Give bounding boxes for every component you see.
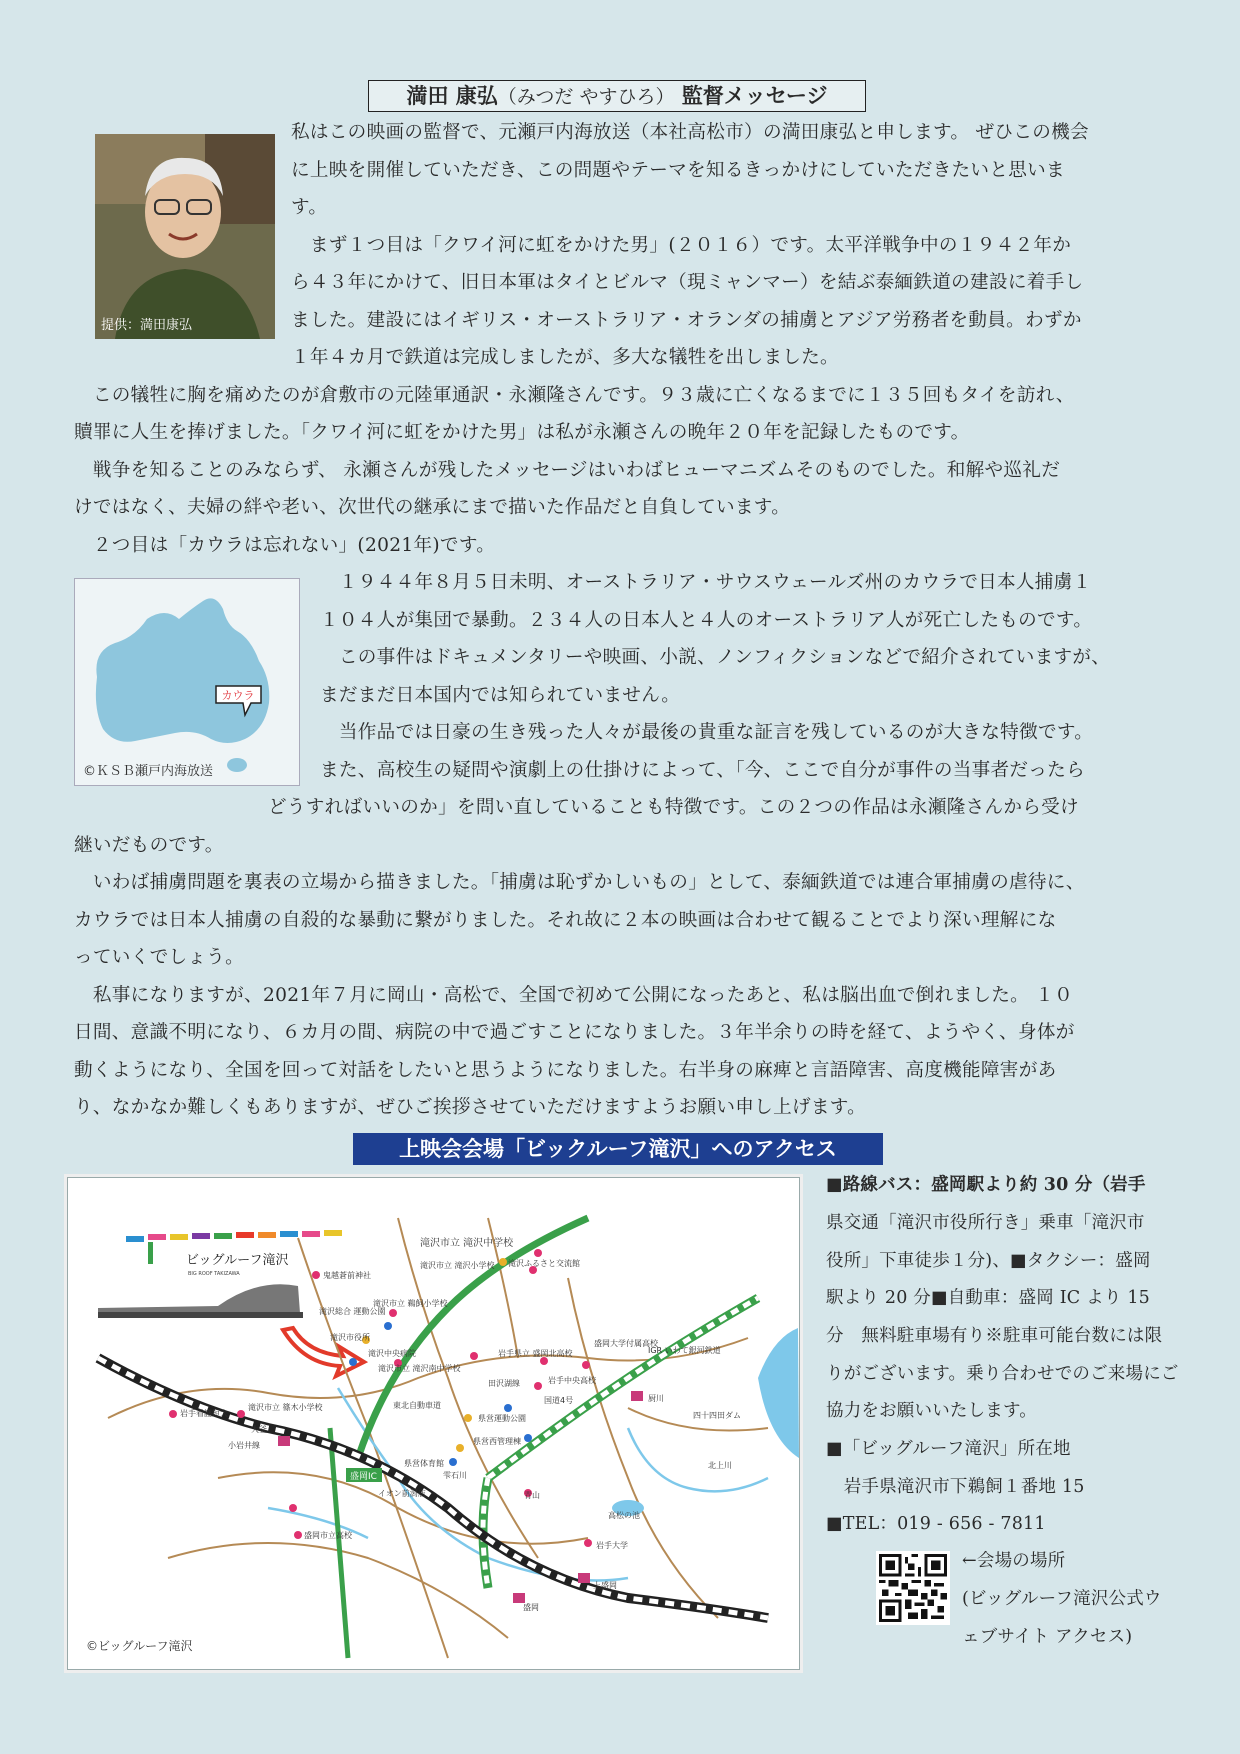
map-label-14: 岩手看護短大 <box>180 1409 228 1418</box>
map-label-6: 滝沢総合 運動公園 <box>319 1307 386 1316</box>
msg-line-8: この犠牲に胸を痛めたのが倉敷市の元陸軍通訳・永瀬隆さんです。９３歳に亡くなるまでに１３５回もタイを訪れ、 <box>74 385 1075 406</box>
map-label-33: IGR いわて銀河鉄道 <box>648 1346 721 1355</box>
map-label-3: 鬼越蒼前神社 <box>323 1271 371 1280</box>
access-line-4: 駅より 20 分■自動車：盛岡 IC より 15 <box>826 1288 1150 1308</box>
australia-map-image <box>75 579 299 785</box>
msg-line-26: 動くようになり、全国を回って対話をしたいと思うようになりました。右半身の麻痺と言語障害、高度機能障害があ <box>74 1060 1057 1081</box>
map-label-10: 岩手県立 盛岡北高校 <box>498 1349 573 1358</box>
msg-line-11: けではなく、夫婦の絆や老い、次世代の継承にまで描いた作品だと自負しています。 <box>74 497 791 518</box>
map-caption: ©ＫＳＢ瀬戸内海放送 <box>83 764 214 779</box>
msg-line-14: １０４人が集団で暴動。２３４人の日本人と４人のオーストラリア人が死亡したものです。 <box>320 610 1093 631</box>
venue-logo-title: ビッグルーフ滝沢 <box>186 1253 289 1268</box>
map-label-12: 岩手中央高校 <box>548 1376 596 1385</box>
msg-line-20: 継いだものです。 <box>74 835 224 856</box>
msg-line-1: 私はこの映画の監督で、元瀬戸内海放送（本社高松市）の満田康弘と申します。 ぜひこの機会 <box>291 122 1089 143</box>
page-title <box>368 80 866 112</box>
msg-line-27: り、なかなか難しくもありますが、ぜひご挨拶させていただけますようお願い申し上げます。 <box>74 1097 867 1118</box>
map-label-2: 滝沢市立 滝沢小学校 <box>420 1261 495 1270</box>
title-suffix: 監督メッセージ <box>681 83 828 108</box>
venue-logo-sub: BIG ROOF TAKIZAWA <box>188 1271 240 1277</box>
cowra-label: カウラ <box>221 689 255 702</box>
map-label-28: 盛岡 <box>523 1603 539 1612</box>
map-label-23: 盛岡市立高校 <box>304 1531 352 1540</box>
map-label-15: 県営運動公園 <box>478 1414 526 1423</box>
access-line-2: 県交通「滝沢市役所行き」乗車「滝沢市 <box>826 1213 1145 1233</box>
director-photo <box>95 134 275 339</box>
msg-line-4: まず１つ目は「クワイ河に虹をかけた男」(２０１６）です。太平洋戦争中の１９４２年か <box>291 235 1072 256</box>
qr-caption-2: (ビッグルーフ滝沢公式ウ <box>962 1589 1162 1609</box>
access-line-7: 協力をお願いいたします。 <box>826 1401 1037 1421</box>
msg-line-16: まだまだ日本国内では知られていません。 <box>320 685 681 706</box>
qr-code[interactable] <box>876 1551 950 1625</box>
map-label-31: 雫石川 <box>443 1471 467 1480</box>
map-label-1: 滝沢市立 滝沢中学校 <box>420 1238 514 1249</box>
map-label-9: 滝沢市立 滝沢南中学校 <box>378 1364 461 1373</box>
qr-caption-1: ←会場の場所 <box>962 1551 1066 1571</box>
msg-line-24: 私事になりますが、2021年７月に岡山・高松で、全国で初めて公開になったあと、私は脳出血で倒れました。 １０ <box>74 985 1074 1006</box>
msg-line-19: どうすればいいのか」を問い直していることも特徴です。この２つの作品は永瀬隆さんから受け <box>268 797 1079 818</box>
msg-line-15: この事件はドキュメンタリーや映画、小説、ノンフィクションなどで紹介されていますが、 <box>320 647 1111 668</box>
msg-line-9: 贖罪に人生を捧げました。「クワイ河に虹をかけた男」は私が永瀬さんの晩年２０年を記録したものです。 <box>74 422 970 443</box>
map-label-26: 岩手大学 <box>596 1541 628 1550</box>
msg-line-25: 日間、意識不明になり、６カ月の間、病院の中で過ごすことになりました。３年半余りの時を経て、ようやく、身体が <box>74 1022 1075 1043</box>
map-label-19: 四十四田ダム <box>693 1411 741 1420</box>
access-address-heading: ■「ビッグルーフ滝沢」所在地 <box>826 1439 1071 1459</box>
msg-line-3: す。 <box>291 197 328 218</box>
venue-map-image <box>68 1178 799 1669</box>
map-label-22: イオン前潟店 <box>378 1489 426 1498</box>
access-address: 岩手県滝沢市下鵜飼１番地 15 <box>826 1477 1085 1497</box>
title-name: 満田 康弘 <box>406 83 498 108</box>
map-label-32: 北上川 <box>708 1461 732 1470</box>
msg-line-21: いわば捕虜問題を裏表の立場から描きました。「捕虜は恥ずかしいもの」として、泰緬鉄道では連合軍捕虜の虐待に、 <box>74 872 1085 893</box>
access-phone: ■TEL：019 - 656 - 7811 <box>826 1514 1046 1534</box>
map-label-20: 大釜 <box>251 1425 267 1434</box>
map-label-5: 滝沢市立 鵜飼小学校 <box>373 1299 448 1308</box>
msg-line-5: ら４３年にかけて、旧日本軍はタイとビルマ（現ミャンマー）を結ぶ泰緬鉄道の建設に着手し <box>291 272 1084 293</box>
access-line-3: 役所」下車徒歩１分)、■タクシー：盛岡 <box>826 1251 1151 1271</box>
venue-map-copyright: ©ビッグルーフ滝沢 <box>86 1639 193 1653</box>
cowra-map <box>74 578 300 786</box>
director-portrait <box>95 134 275 339</box>
map-label-16: 県営西管理棟 <box>473 1437 521 1446</box>
msg-line-6: ました。建設にはイギリス・オーストラリア・オランダの捕虜とアジア労務者を動員。わずか <box>291 310 1082 331</box>
map-label-7: 滝沢市役所 <box>330 1333 370 1342</box>
access-title: 上映会会場「ビックルーフ滝沢」へのアクセス <box>353 1133 883 1165</box>
access-line-5: 分 無料駐車場有り※駐車可能台数には限 <box>826 1326 1163 1346</box>
map-label-29: 小岩井線 <box>228 1441 260 1450</box>
msg-line-17: 当作品では日豪の生き残った人々が最後の貴重な証言を残しているのが大きな特徴です。 <box>320 722 1094 743</box>
msg-line-10: 戦争を知ることのみならず、 永瀬さんが残したメッセージはいわばヒューマニズムそのものでした。和解や巡礼だ <box>74 460 1061 481</box>
map-label-8: 滝沢中央病院 <box>368 1349 416 1358</box>
map-label-25: 高松の池 <box>608 1511 640 1520</box>
msg-line-13: １９４４年８月５日未明、オーストラリア・サウスウェールズ州のカウラで日本人捕虜１ <box>320 572 1092 593</box>
msg-line-2: に上映を開催していただき、この問題やテーマを知るきっかけにしていただきたいと思いま <box>291 160 1065 181</box>
map-label-11: 盛岡大学付属高校 <box>594 1339 658 1348</box>
title-kana: （みつだ やすひろ） <box>497 86 675 108</box>
map-label-13: 滝沢市立 篠木小学校 <box>248 1403 323 1412</box>
msg-line-22: カウラでは日本人捕虜の自殺的な暴動に繋がりました。それ故に２本の映画は合わせて観ることでより深い理解にな <box>74 910 1057 931</box>
msg-line-7: １年４カ月で鉄道は完成しましたが、多大な犠牲を出しました。 <box>291 347 839 368</box>
msg-line-18: また、高校生の疑問や演劇上の仕掛けによって、「今、ここで自分が事件の当事者だったら <box>320 760 1085 781</box>
map-label-18: 厨川 <box>648 1394 664 1403</box>
map-label-4: 滝沢ふるさと交流館 <box>508 1259 580 1268</box>
map-label-27: 上盛岡 <box>593 1581 617 1590</box>
qr-code-image <box>879 1554 947 1622</box>
venue-map <box>67 1177 800 1670</box>
ic-label: 盛岡IC <box>350 1472 377 1482</box>
map-label-17: 県営体育館 <box>404 1459 444 1468</box>
qr-caption-3: ェブサイト アクセス) <box>962 1627 1133 1647</box>
photo-caption: 提供：満田康弘 <box>101 318 193 333</box>
access-line-6: りがございます。乗り合わせでのご来場にご <box>826 1364 1179 1384</box>
map-label-34: 東北自動車道 <box>393 1401 441 1410</box>
msg-line-23: っていくでしょう。 <box>74 947 245 968</box>
map-label-35: 国道4号 <box>544 1396 574 1405</box>
map-label-30: 田沢湖線 <box>488 1379 520 1388</box>
access-bus: ■路線バス：盛岡駅より約 30 分（岩手 <box>826 1175 1146 1195</box>
map-label-24: 青山 <box>524 1491 540 1500</box>
msg-line-12: ２つ目は「カウラは忘れない」(2021年)です。 <box>74 535 496 556</box>
